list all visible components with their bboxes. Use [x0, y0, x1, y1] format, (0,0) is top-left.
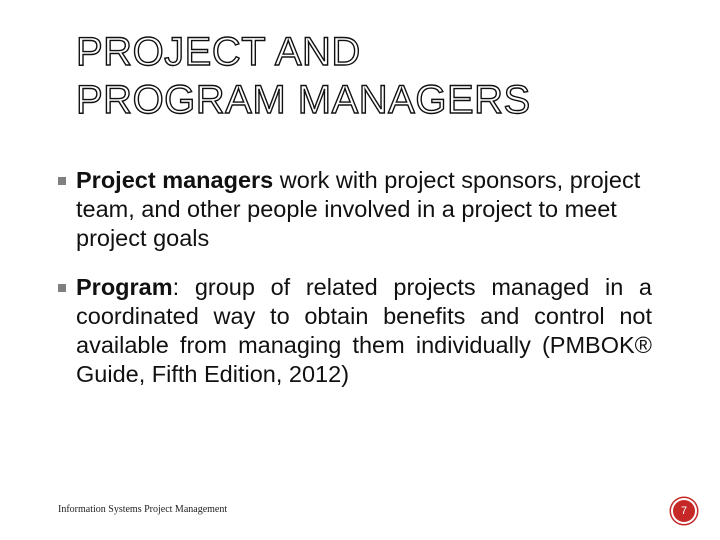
bullet-text: work with project sponsors, project team, and other people involved in a project to meet project goals	[76, 167, 641, 251]
bullet-project-managers	[58, 166, 652, 253]
bullet-program	[58, 273, 652, 389]
bullet-term: Project managers	[76, 167, 274, 193]
square-bullet-icon	[58, 284, 66, 292]
square-bullet-icon	[58, 177, 66, 185]
slide-title-line-2: PROGRAM MANAGERS	[76, 78, 531, 122]
bullet-list	[58, 166, 652, 389]
bullet-text: : group of related projects managed in a coordinated way to obtain benefits and control not available from managing them individually (PMBOK® Guide, Fifth Edition, 2012)	[76, 274, 652, 387]
bullet-term: Program	[76, 274, 173, 300]
slide-title-line-1: PROJECT AND	[76, 30, 361, 74]
page-number-badge: 7	[673, 500, 695, 522]
slide-footer: Information Systems Project Management	[58, 504, 228, 515]
slide-title	[76, 28, 676, 124]
